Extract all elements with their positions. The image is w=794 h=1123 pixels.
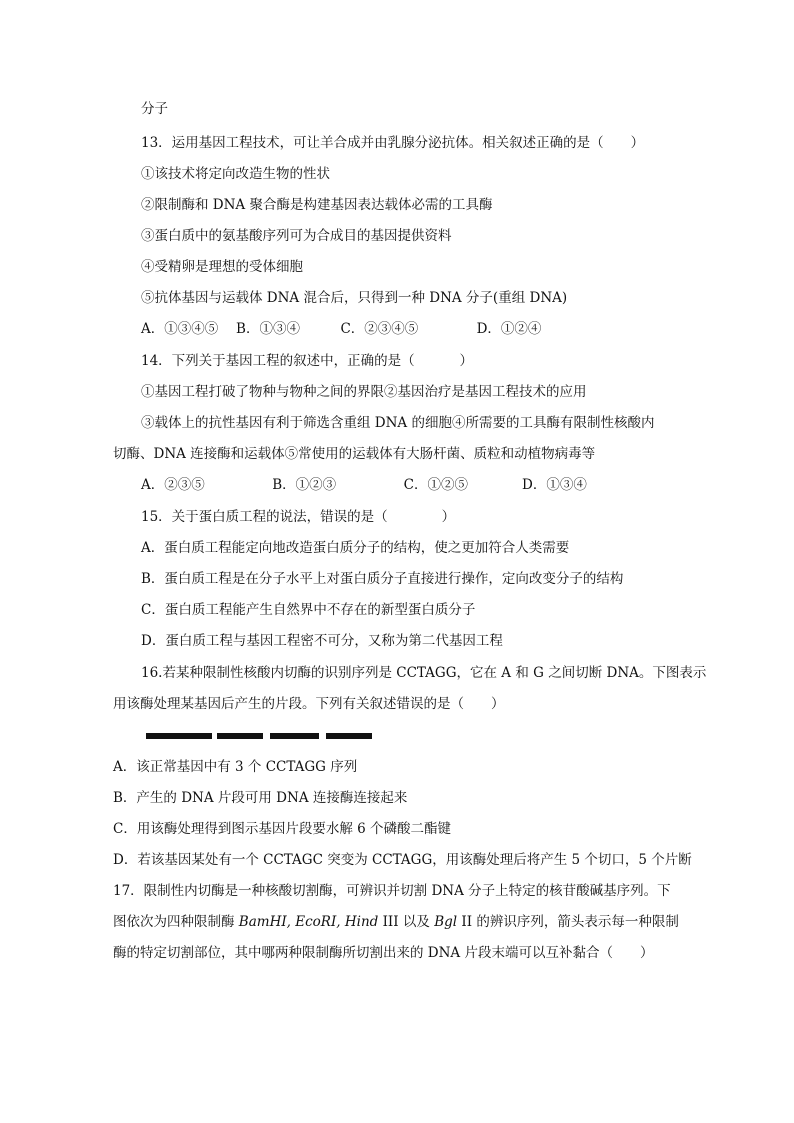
q17-text-segment: 图依次为四种限制酶 bbox=[113, 914, 239, 930]
q15-option-a: A．蛋白质工程能定向地改造蛋白质分子的结构，使之更加符合人类需要 bbox=[141, 540, 570, 556]
dna-fragment-3 bbox=[270, 733, 319, 739]
question-16-stem-line-1: 16.若某种限制性核酸内切酶的识别序列是 CCTAGG，它在 A 和 G 之间切断 DNA。下图表示 bbox=[141, 665, 707, 681]
dna-fragment-2 bbox=[217, 733, 263, 739]
question-17-stem-line-3: 酶的特定切割部位，其中哪两种限制酶所切割出来的 DNA 片段末端可以互补黏合（ ） bbox=[113, 945, 654, 961]
q14-statement-1: ①基因工程打破了物种与物种之间的界限②基因治疗是基因工程技术的应用 bbox=[141, 384, 587, 400]
q15-option-b: B．蛋白质工程是在分子水平上对蛋白质分子直接进行操作，定向改变分子的结构 bbox=[141, 571, 624, 587]
enzyme-names-italic: BamHI, EcoRI, Hind bbox=[238, 914, 379, 930]
question-13-stem: 13．运用基因工程技术，可让羊合成并由乳腺分泌抗体。相关叙述正确的是（ ） bbox=[141, 135, 645, 151]
q16-option-b: B．产生的 DNA 片段可用 DNA 连接酶连接起来 bbox=[113, 790, 408, 806]
question-14-stem: 14．下列关于基因工程的叙述中，正确的是（ ） bbox=[141, 353, 473, 369]
q17-text-segment: II 的辨识序列，箭头表示每一种限制 bbox=[457, 914, 679, 930]
q15-option-d: D．蛋白质工程与基因工程密不可分，又称为第二代基因工程 bbox=[141, 633, 503, 649]
q13-statement-2: ②限制酶和 DNA 聚合酶是构建基因表达载体必需的工具酶 bbox=[141, 197, 493, 213]
question-16-stem-line-2: 用该酶处理某基因后产生的片段。下列有关叙述错误的是（ ） bbox=[113, 696, 505, 712]
q13-options: A．①③④⑤ B．①③④ C．②③④⑤ D．①②④ bbox=[141, 321, 542, 337]
text-line-continuation: 分子 bbox=[141, 101, 168, 117]
q17-text-segment: III 以及 bbox=[378, 914, 435, 930]
q16-option-a: A．该正常基因中有 3 个 CCTAGG 序列 bbox=[113, 759, 358, 775]
dna-fragment-1 bbox=[146, 733, 212, 739]
q13-statement-5: ⑤抗体基因与运载体 DNA 混合后，只得到一种 DNA 分子(重组 DNA) bbox=[141, 290, 568, 306]
q13-statement-1: ①该技术将定向改造生物的性状 bbox=[141, 166, 330, 182]
q15-option-c: C．蛋白质工程能产生自然界中不存在的新型蛋白质分子 bbox=[141, 602, 476, 618]
q16-option-d: D．若该基因某处有一个 CCTAGC 突变为 CCTAGG，用该酶处理后将产生 5 个切口，5 个片断 bbox=[113, 852, 692, 868]
question-17-stem-line-1: 17．限制性内切酶是一种核酸切割酶，可辨识并切割 DNA 分子上特定的核苷酸碱基序列。下 bbox=[113, 883, 671, 899]
q14-options: A．②③⑤ B．①②③ C．①②⑤ D．①③④ bbox=[141, 477, 587, 493]
q13-statement-3: ③蛋白质中的氨基酸序列可为合成目的基因提供资料 bbox=[141, 228, 452, 244]
q16-option-c: C．用该酶处理得到图示基因片段要水解 6 个磷酸二酯键 bbox=[113, 821, 452, 837]
enzyme-name-bgl-italic: Bgl bbox=[434, 914, 458, 930]
dna-fragment-4 bbox=[326, 733, 372, 739]
question-15-stem: 15．关于蛋白质工程的说法，错误的是（ ） bbox=[141, 509, 456, 525]
q13-statement-4: ④受精卵是理想的受体细胞 bbox=[141, 259, 303, 275]
q14-statement-2: ③载体上的抗性基因有利于筛选含重组 DNA 的细胞④所需要的工具酶有限制性核酸内 bbox=[141, 415, 655, 431]
question-17-stem-line-2 bbox=[113, 913, 679, 931]
q14-statement-3: 切酶、DNA 连接酶和运载体⑤常使用的运载体有大肠杆菌、质粒和动植物病毒等 bbox=[113, 446, 596, 462]
